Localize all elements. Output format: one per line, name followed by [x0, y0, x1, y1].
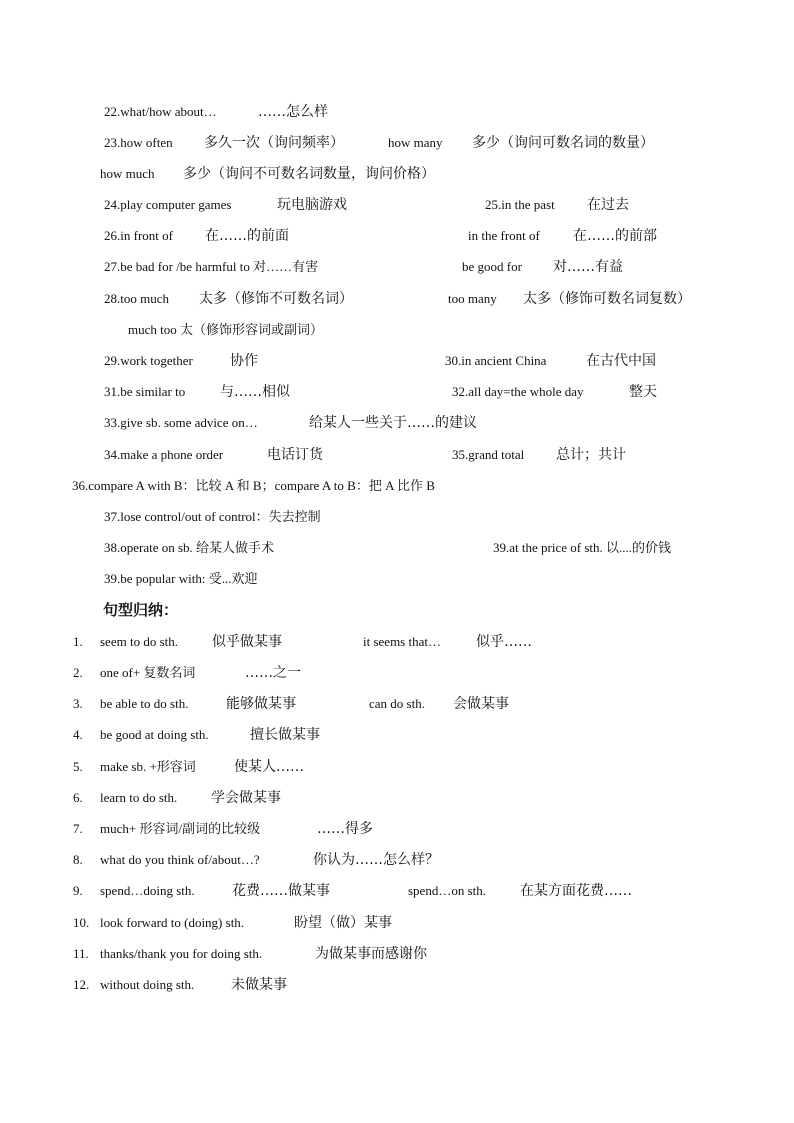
phrase-en: 31.be similar to	[104, 384, 186, 399]
phrase-zh: 太多（修饰不可数名词）	[199, 291, 353, 307]
phrase-zh: 电话订货	[267, 447, 323, 463]
phrase-zh: 玩电脑游戏	[277, 197, 347, 213]
phrase-line-37	[0, 505, 794, 529]
pattern-zh: 会做某事	[453, 696, 509, 712]
pattern-number: 12.	[73, 977, 90, 992]
pattern-zh: 为做某事而感谢你	[315, 946, 427, 962]
pattern-item	[0, 786, 794, 810]
pattern-en: be able to do sth.	[100, 696, 189, 711]
phrase-zh: 多久一次（询问频率）	[204, 135, 344, 151]
pattern-number: 9.	[73, 883, 83, 898]
phrase-line-33	[0, 411, 794, 435]
pattern-item	[0, 755, 794, 779]
phrase-line-31	[0, 380, 794, 404]
pattern-zh: 盼望（做）某事	[294, 915, 392, 931]
pattern-item	[0, 911, 794, 935]
pattern-en: spend…on sth.	[408, 883, 486, 898]
pattern-number: 2.	[73, 665, 83, 680]
pattern-number: 11.	[73, 946, 89, 961]
phrase-zh: 对……有益	[553, 259, 623, 275]
pattern-zh: 学会做某事	[211, 790, 281, 806]
section-title: 句型归纳：	[103, 601, 179, 619]
phrase-zh: 在过去	[587, 197, 629, 213]
pattern-zh: 未做某事	[231, 977, 287, 993]
pattern-number: 4.	[73, 727, 83, 742]
phrase-line-27	[0, 255, 794, 279]
pattern-item	[0, 817, 794, 841]
phrase-en: 26.in front of	[104, 228, 173, 243]
phrase-line-22	[0, 100, 794, 124]
phrase-en: in the front of	[468, 228, 540, 243]
phrase-line-23	[0, 131, 794, 155]
pattern-item	[0, 848, 794, 872]
pattern-item	[0, 692, 794, 716]
pattern-zh: 似乎做某事	[212, 634, 282, 650]
phrase-zh: 整天	[629, 384, 657, 400]
pattern-en: look forward to (doing) sth.	[100, 915, 245, 930]
pattern-number: 1.	[73, 634, 83, 649]
pattern-item	[0, 973, 794, 997]
phrase-zh: ……怎么样	[258, 104, 328, 120]
phrase-en: 33.give sb. some advice on…	[104, 415, 258, 430]
phrase-zh: 总计；共计	[556, 447, 626, 463]
phrase-en: 24.play computer games	[104, 197, 232, 212]
phrase-zh: 协作	[230, 353, 258, 369]
pattern-item	[0, 661, 794, 685]
phrase-line-39	[0, 567, 794, 591]
phrase-en: 30.in ancient China	[445, 353, 547, 368]
phrase-en: 27.be bad for /be harmful to 对……有害	[104, 259, 319, 274]
pattern-item	[0, 630, 794, 654]
pattern-item	[0, 723, 794, 747]
phrase-en: 29.work together	[104, 353, 193, 368]
pattern-zh: 花费……做某事	[232, 883, 330, 899]
pattern-number: 3.	[73, 696, 83, 711]
pattern-en: much+ 形容词/副词的比较级	[100, 821, 261, 836]
phrase-zh: 太多（修饰可数名词复数）	[523, 291, 691, 307]
pattern-en: can do sth.	[369, 696, 425, 711]
phrase-line-29	[0, 349, 794, 373]
phrase-line-38	[0, 536, 794, 560]
pattern-zh: 在某方面花费……	[520, 883, 632, 899]
phrase-zh: 多少（询问不可数名词数量，询问价格）	[183, 166, 435, 182]
pattern-number: 10.	[73, 915, 90, 930]
phrase-en: how much	[100, 166, 155, 181]
pattern-en: spend…doing sth.	[100, 883, 195, 898]
pattern-zh: 擅长做某事	[250, 727, 320, 743]
pattern-zh: 你认为……怎么样？	[313, 852, 439, 868]
phrase-line-28b	[0, 318, 794, 342]
phrase-line-24	[0, 193, 794, 217]
phrase-en: how many	[388, 135, 443, 150]
phrase-en: 22.what/how about…	[104, 104, 217, 119]
pattern-en: be good at doing sth.	[100, 727, 209, 742]
phrase-zh: 给某人一些关于……的建议	[309, 415, 477, 431]
phrase-zh: 在……的前面	[205, 228, 289, 244]
phrase-en: 28.too much	[104, 291, 169, 306]
pattern-en: it seems that…	[363, 634, 441, 649]
phrase-zh: 与……相似	[220, 384, 290, 400]
pattern-number: 6.	[73, 790, 83, 805]
pattern-number: 5.	[73, 759, 83, 774]
pattern-en: what do you think of/about…?	[100, 852, 260, 867]
pattern-zh: 似乎……	[476, 634, 532, 650]
phrase-en: 36.compare A with B：比较 A 和 B；compare A to B：把 A 比作 B	[72, 478, 435, 493]
phrase-zh: 在古代中国	[586, 353, 656, 369]
pattern-number: 7.	[73, 821, 83, 836]
pattern-number: 8.	[73, 852, 83, 867]
pattern-en: one of+ 复数名词	[100, 665, 196, 680]
pattern-item	[0, 879, 794, 903]
phrase-en: 37.lose control/out of control：失去控制	[104, 509, 321, 524]
pattern-en: without doing sth.	[100, 977, 195, 992]
pattern-zh: 使某人……	[234, 759, 304, 775]
phrase-en: 39.at the price of sth. 以....的价钱	[493, 540, 671, 555]
pattern-item	[0, 942, 794, 966]
phrase-en: 34.make a phone order	[104, 447, 224, 462]
pattern-en: learn to do sth.	[100, 790, 178, 805]
phrase-en: 25.in the past	[485, 197, 555, 212]
phrase-en: 32.all day=the whole day	[452, 384, 584, 399]
phrase-line-34	[0, 443, 794, 467]
phrase-en: 23.how often	[104, 135, 173, 150]
phrase-en: 39.be popular with: 受...欢迎	[104, 571, 258, 586]
phrase-zh: 多少（询问可数名词的数量）	[472, 135, 654, 151]
pattern-zh: ……得多	[317, 821, 373, 837]
phrase-en: be good for	[462, 259, 522, 274]
pattern-zh: ……之一	[245, 665, 301, 681]
phrase-line-36	[0, 474, 794, 498]
pattern-en: seem to do sth.	[100, 634, 178, 649]
phrase-en: 38.operate on sb. 给某人做手术	[104, 540, 275, 555]
phrase-line-23b	[0, 162, 794, 186]
phrase-en: much too 太（修饰形容词或副词）	[128, 322, 323, 337]
phrase-line-28	[0, 287, 794, 311]
phrase-en: too many	[448, 291, 497, 306]
pattern-en: make sb. +形容词	[100, 759, 196, 774]
pattern-zh: 能够做某事	[226, 696, 296, 712]
phrase-zh: 在……的前部	[573, 228, 657, 244]
phrase-line-26	[0, 224, 794, 248]
phrase-en: 35.grand total	[452, 447, 525, 462]
pattern-en: thanks/thank you for doing sth.	[100, 946, 263, 961]
